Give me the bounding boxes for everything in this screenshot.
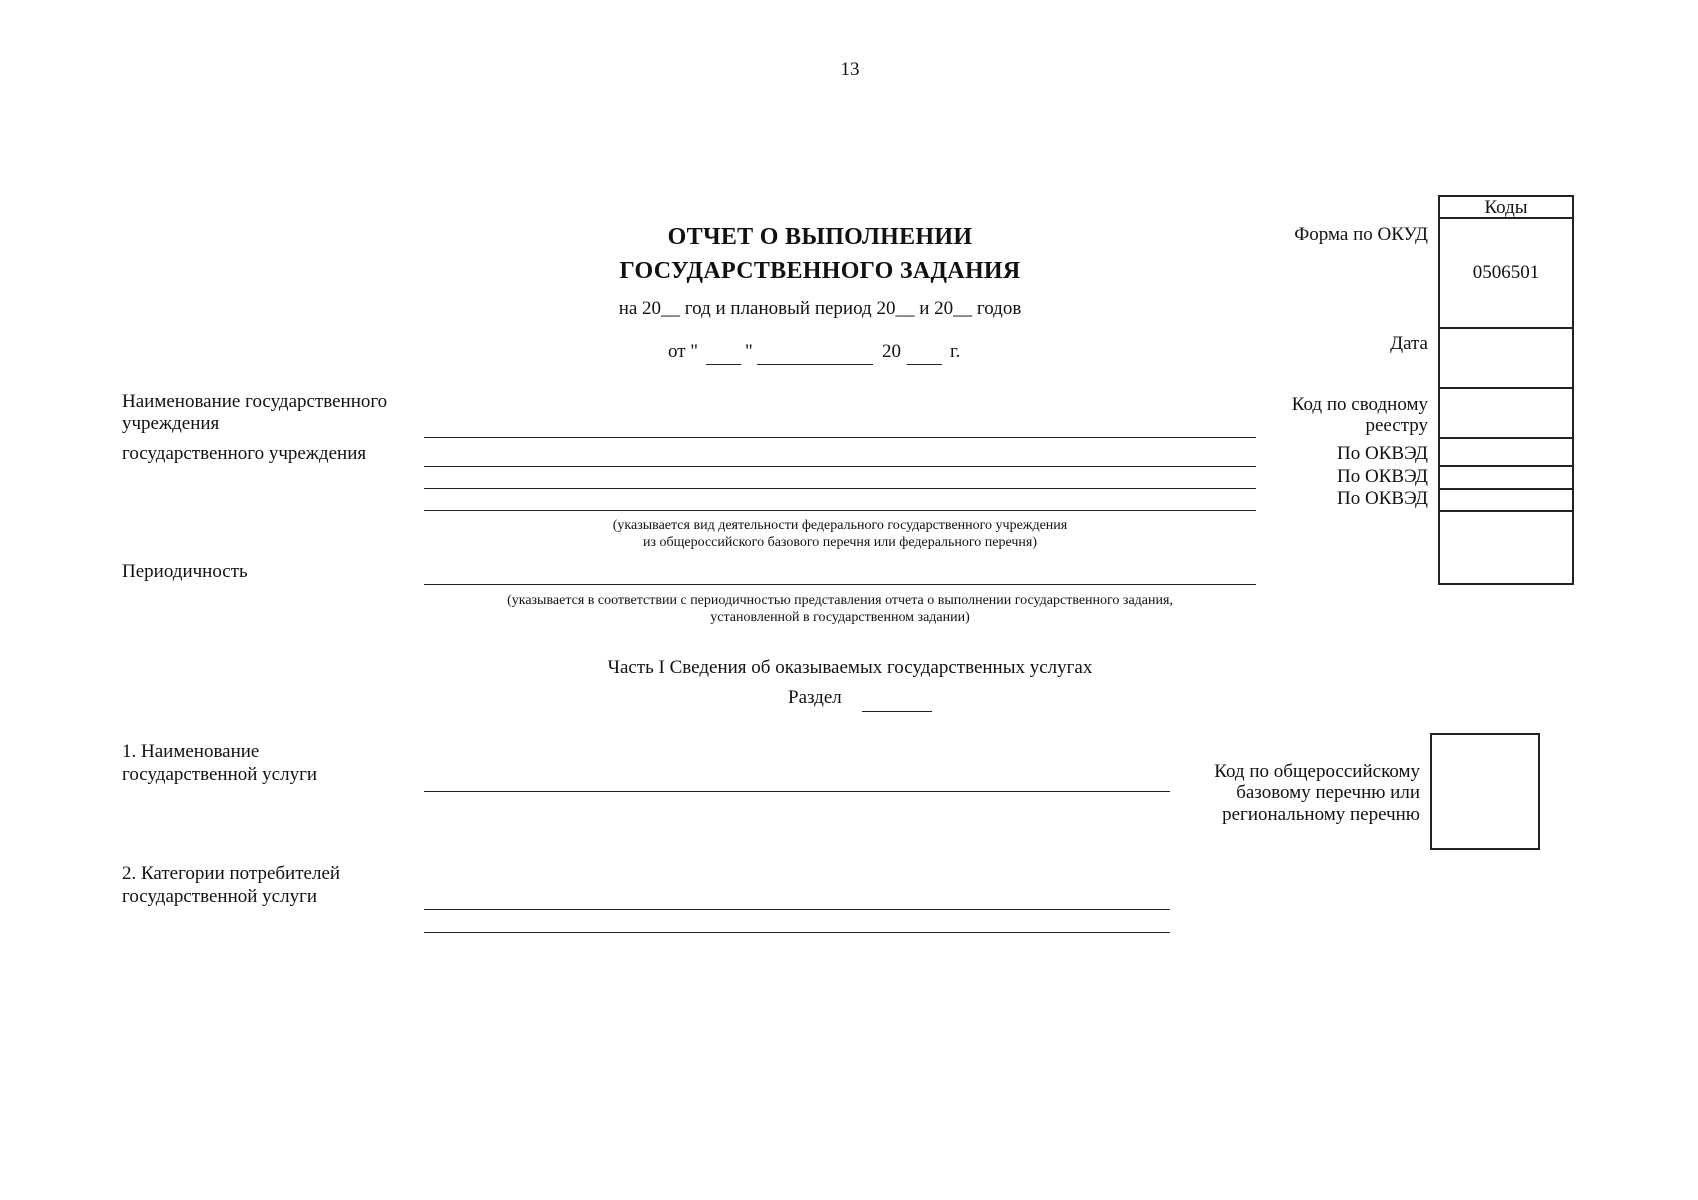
page-number: 13 xyxy=(840,59,860,80)
codes-header: Коды xyxy=(1484,197,1528,218)
okved-code-cell[interactable] xyxy=(1440,439,1572,464)
period-line: на 20__ год и плановый период 20__ и 20__ годов xyxy=(618,298,1022,319)
date-label: Дата xyxy=(1390,333,1428,354)
consumer-categories-field[interactable] xyxy=(424,932,1170,933)
date-prefix: от " xyxy=(668,341,699,362)
okved-code-cell[interactable] xyxy=(1440,467,1572,488)
date-suffix: г. xyxy=(950,341,961,362)
institution-name-label-line1: Наименование государственного xyxy=(122,391,388,412)
periodicity-label: Периодичность xyxy=(122,561,248,582)
service-name-label-line1: 1. Наименование xyxy=(122,741,260,762)
activity-note-line1: (указывается вид деятельности федерального государственного учреждения xyxy=(612,518,1068,533)
codes-divider xyxy=(1438,510,1574,512)
registry-label-line2: реестру xyxy=(1365,415,1428,436)
service-name-label-line2: государственной услуги xyxy=(122,764,318,785)
okved-label: По ОКВЭД xyxy=(1337,443,1428,464)
service-code-label-line2: базовому перечню или xyxy=(1236,782,1420,803)
report-title-line2: ГОСУДАРСТВЕННОГО ЗАДАНИЯ xyxy=(619,258,1021,284)
date-year-blank[interactable] xyxy=(907,364,942,365)
registry-label-line1: Код по сводному xyxy=(1291,394,1428,415)
activity-kind-field[interactable] xyxy=(424,466,1256,467)
section-number-field[interactable] xyxy=(862,711,932,712)
periodicity-note-line1: (указывается в соответствии с периодичностью представления отчета о выполнении государственного задания, xyxy=(507,593,1173,608)
date-quote-close: " xyxy=(745,341,753,362)
part1-title: Часть I Сведения об оказываемых государственных услугах xyxy=(607,657,1093,678)
consumer-categories-field[interactable] xyxy=(424,909,1170,910)
activity-kind-label: государственного учреждения xyxy=(122,443,367,464)
date-year-prefix: 20 xyxy=(882,341,901,362)
institution-name-label-line2: учреждения xyxy=(122,413,220,434)
consumer-categories-label-line1: 2. Категории потребителей xyxy=(122,863,341,884)
periodicity-note-line2: установленной в государственном задании) xyxy=(710,610,970,625)
date-month-blank[interactable] xyxy=(757,364,873,365)
service-code-box[interactable] xyxy=(1430,733,1540,850)
registry-code-cell[interactable] xyxy=(1440,389,1572,436)
activity-kind-field[interactable] xyxy=(424,488,1256,489)
section-label: Раздел xyxy=(788,687,842,708)
codes-divider xyxy=(1438,217,1574,219)
service-name-field[interactable] xyxy=(424,791,1170,792)
date-day-blank[interactable] xyxy=(706,364,741,365)
activity-note-line2: из общероссийского базового перечня или федерального перечня) xyxy=(642,535,1038,550)
date-code-cell[interactable] xyxy=(1440,329,1572,387)
report-title-line1: ОТЧЕТ О ВЫПОЛНЕНИИ xyxy=(667,224,973,250)
service-code-label-line1: Код по общероссийскому xyxy=(1214,761,1420,782)
okved-code-cell[interactable] xyxy=(1440,490,1572,510)
service-code-label-line3: региональному перечню xyxy=(1222,804,1420,825)
okved-label: По ОКВЭД xyxy=(1337,488,1428,509)
okved-label: По ОКВЭД xyxy=(1337,466,1428,487)
okud-label: Форма по ОКУД xyxy=(1294,224,1428,245)
periodicity-field[interactable] xyxy=(424,584,1256,585)
institution-name-field[interactable] xyxy=(424,437,1256,438)
okud-value: 0506501 xyxy=(1472,262,1540,283)
activity-kind-field[interactable] xyxy=(424,510,1256,511)
consumer-categories-label-line2: государственной услуги xyxy=(122,886,318,907)
